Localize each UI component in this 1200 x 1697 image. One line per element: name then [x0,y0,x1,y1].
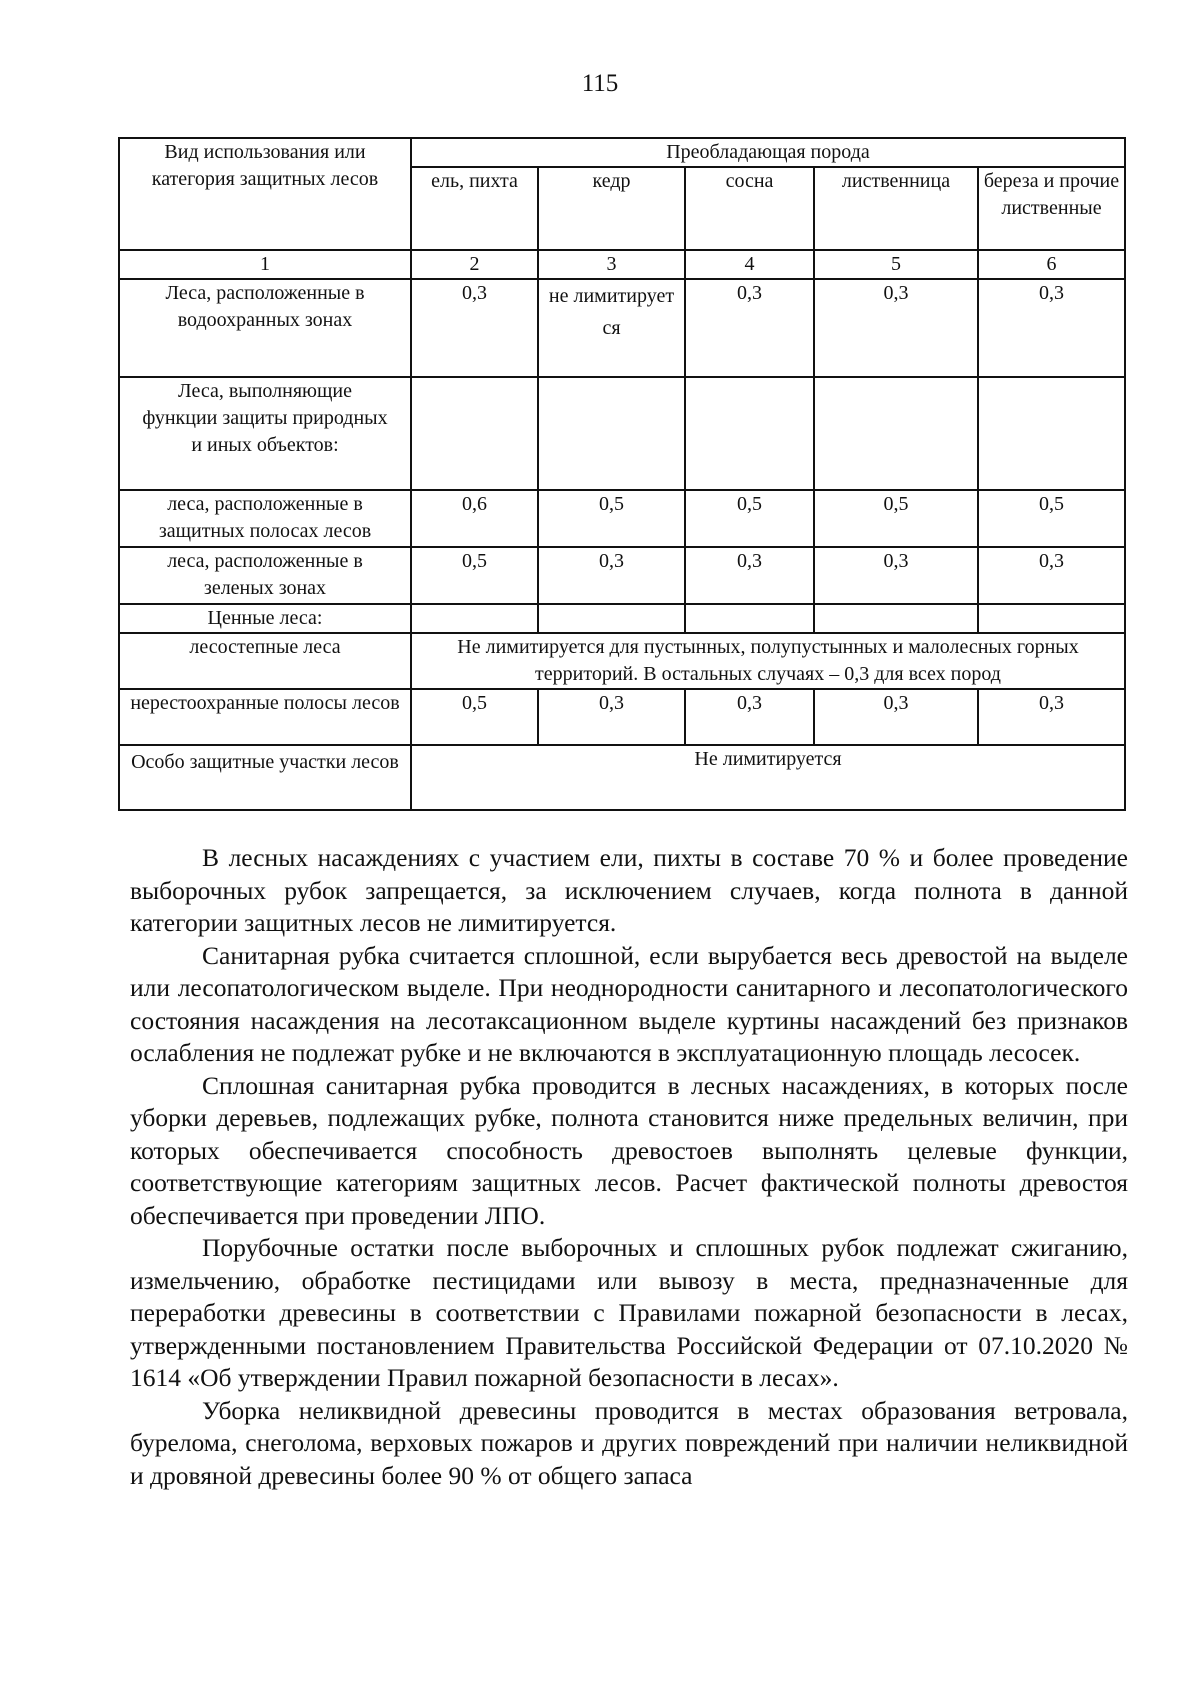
table-cell: 0,3 [538,547,685,604]
table-row [119,745,1125,810]
column-number: 3 [538,250,685,279]
table-cell: 0,3 [978,547,1125,604]
table-row [119,547,1125,604]
table-cell: 0,5 [411,547,538,604]
table-cell: 0,3 [814,279,978,377]
paragraph: Сплошная санитарная рубка проводится в лесных насаждениях, в которых после уборки деревьев, подлежащих рубке, полнота становится ниже предельных величин, при которых обеспечивается способность древостоев выполнять целевые функции, соответствующие категориям защитных лесов. Расчет фактической полноты древостоя обеспечивается при проведении ЛПО. [130,1070,1128,1230]
row-label: Леса, выполняющие функции защиты природных и иных объектов: [119,377,411,490]
table-cell [411,377,538,490]
table-row [119,377,1125,490]
table-cell: 0,3 [538,689,685,745]
column-number: 1 [119,250,411,279]
header-species-spruce-fir: ель, пихта [411,167,538,250]
table-row [119,689,1125,745]
row-label: нерестоохранные полосы лесов [119,689,411,745]
table-cell [685,377,814,490]
page-number: 115 [581,70,619,97]
column-number: 6 [978,250,1125,279]
header-species-cedar: кедр [538,167,685,250]
paragraph: В лесных насаждениях с участием ели, пихты в составе 70 % и более проведение выборочных рубок запрещается, за исключением случаев, когда полнота в данной категории защитных лесов не лимитируется. [130,843,1128,937]
table-cell: 0,6 [411,490,538,547]
paragraph: Уборка неликвидной древесины проводится в местах образования ветровала, бурелома, снеголома, верховых пожаров и других повреждений при наличии неликвидной и дровяной древесины более 90 % от общего запаса [130,1395,1128,1490]
table-cell: 0,5 [685,490,814,547]
header-category: Вид использования или категория защитных лесов [119,138,411,250]
column-number: 5 [814,250,978,279]
table-cell [814,377,978,490]
table-row [119,633,1125,689]
row-label: Леса, расположенные в водоохранных зонах [119,279,411,377]
header-species-larch: лиственница [814,167,978,250]
table-cell: 0,3 [814,689,978,745]
row-label: лесостепные леса [119,633,411,689]
merged-cell: Не лимитируется для пустынных, полупустынных и малолесных горных территорий. В остальных случаях – 0,3 для всех пород [411,633,1125,689]
table-cell: 0,5 [538,490,685,547]
table-cell [978,377,1125,490]
table-cell: 0,5 [814,490,978,547]
table-cell: 0,3 [978,279,1125,377]
table-row [119,279,1125,377]
table-cell: 0,3 [814,547,978,604]
merged-cell: Не лимитируется [411,745,1125,810]
table-row [119,604,1125,633]
table-cell [978,604,1125,633]
header-species-group: Преобладающая порода [411,138,1125,167]
column-number: 2 [411,250,538,279]
body-text [130,842,1128,1492]
table-row [119,490,1125,547]
table-cell: 0,3 [978,689,1125,745]
table-cell [538,377,685,490]
header-species-birch: береза и прочие лиственные [978,167,1125,250]
table-cell [538,604,685,633]
table-cell [814,604,978,633]
row-label: леса, расположенные в защитных полосах лесов [119,490,411,547]
column-number: 4 [685,250,814,279]
paragraph: Санитарная рубка считается сплошной, если вырубается весь древостой на выделе или лесопатологическом выделе. При неоднородности санитарного и лесопатологического состояния насаждения на лесотаксационном выделе куртины насаждений без признаков ослабления не подлежат рубке и не включаются в эксплуатационную площадь лесосек. [130,940,1128,1067]
row-label: леса, расположенные в зеленых зонах [119,547,411,604]
table-cell: 0,3 [411,279,538,377]
forest-density-table [118,137,1126,811]
table-cell: 0,5 [411,689,538,745]
table-cell [685,604,814,633]
table-cell: 0,3 [685,279,814,377]
header-species-pine: сосна [685,167,814,250]
table-cell: 0,5 [978,490,1125,547]
table-cell [411,604,538,633]
table-cell: 0,3 [685,689,814,745]
paragraph: Порубочные остатки после выборочных и сплошных рубок подлежат сжиганию, измельчению, обработке пестицидами или вывозу в места, предназначенные для переработки древесины в соответствии с Правилами пожарной безопасности в лесах, утвержденными постановлением Правительства Российской Федерации от 07.10.2020 № 1614 «Об утверждении Правил пожарной безопасности в лесах». [130,1233,1128,1392]
row-label: Особо защитные участки лесов [119,745,411,810]
table-cell: 0,3 [685,547,814,604]
table-cell: не лимитирует ся [538,279,685,377]
row-label: Ценные леса: [119,604,411,633]
